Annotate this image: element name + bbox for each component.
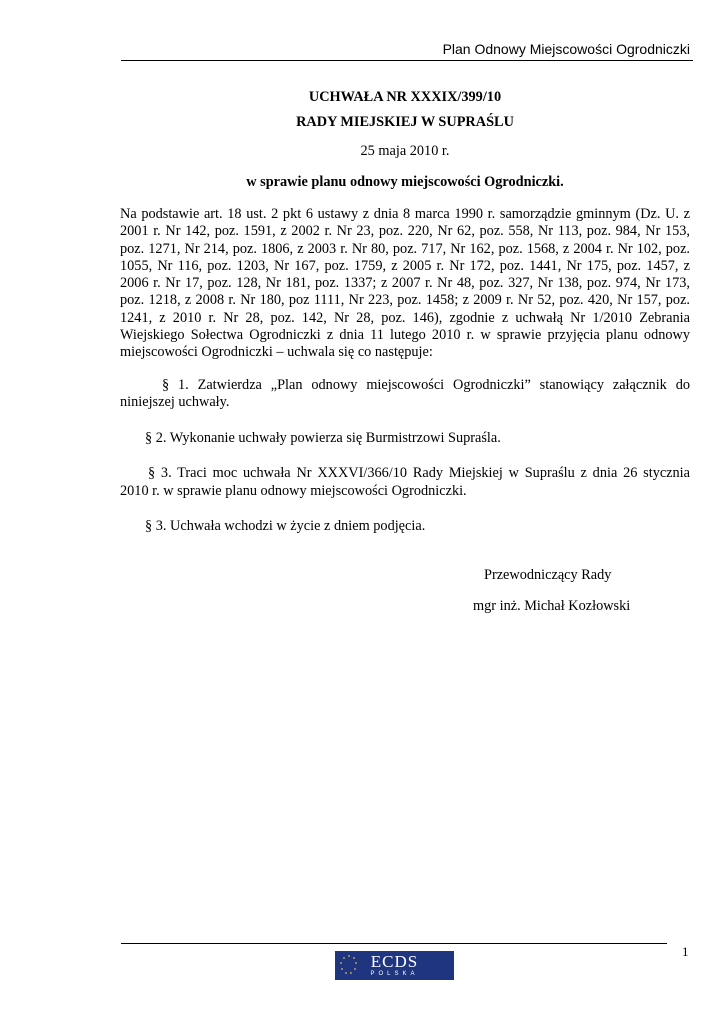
signature-name: mgr inż. Michał Kozłowski xyxy=(473,598,631,614)
logo-text: ECDS xyxy=(370,952,419,971)
section-3-effective: § 3. Uchwała wchodzi w życie z dniem podjęcia. xyxy=(145,518,426,535)
resolution-document xyxy=(120,88,690,536)
section-2: § 2. Wykonanie uchwały powierza się Burmistrzowi Supraśla. xyxy=(145,429,501,446)
signature-role: Przewodniczący Rady xyxy=(484,567,612,583)
header-divider xyxy=(121,60,693,61)
section-3-repeal: § 3. Traci moc uchwała Nr XXXVI/366/10 Rady Miejskiej w Supraślu z dnia 26 stycznia 2010 r. w sprawie planu odnowy miejscowości Ogrodniczki. xyxy=(120,465,690,499)
footer-divider xyxy=(121,943,667,944)
running-header-title: Plan Odnowy Miejscowości Ogrodniczki xyxy=(442,41,690,57)
council-name: RADY MIEJSKIEJ W SUPRAŚLU xyxy=(296,114,514,130)
section-1: § 1. Zatwierdza „Plan odnowy miejscowości Ogrodniczki” stanowiący załącznik do niniejszej uchwały. xyxy=(120,376,690,411)
page-number: 1 xyxy=(682,944,689,959)
resolution-number: UCHWAŁA NR XXXIX/399/10 xyxy=(308,89,502,105)
resolution-subject: w sprawie planu odnowy miejscowości Ogrodniczki. xyxy=(246,174,564,190)
ecds-logo xyxy=(335,951,454,980)
legal-basis-paragraph: Na podstawie art. 18 ust. 2 pkt 6 ustawy z dnia 8 marca 1990 r. samorządzie gminnym (Dz. U. z 2001 r. Nr 142, poz. 1591, z 2002 r. Nr 23, poz. 220, Nr 62, poz. 558, Nr 113, poz. 984, Nr 153, poz. 1271, Nr 214, poz. 1806, z 2003 r. Nr 80, poz. 717, Nr 162, poz. 1568, z 2004 r. Nr 102, poz. 1055, Nr 116, poz. 1203, Nr 167, poz. 1759, z 2005 r. Nr 172, poz. 1441, Nr 175, poz. 1457, z 2006 r. Nr 17, poz. 128, Nr 181, poz. 1337; z 2007 r. Nr 48, poz. 327, Nr 138, poz. 974, Nr 173, poz. 1218, z 2008 r. Nr 180, poz 1111, Nr 223, poz. 1458; z 2009 r. Nr 52, poz. 420, Nr 157, poz. 1241, z 2010 r. Nr 28, poz. 142, Nr 28, poz. 146), zgodnie z uchwałą Nr 1/2010 Zebrania Wiejskiego Sołectwa Ogrodniczki z dnia 11 lutego 2010 r. w sprawie przyjęcia planu odnowy miejscowości Ogrodniczki – uchwala się co następuje: xyxy=(120,206,690,361)
eu-stars-icon xyxy=(339,954,359,976)
resolution-date: 25 maja 2010 r. xyxy=(360,143,450,159)
logo-subtext: POLSKA xyxy=(370,971,419,977)
